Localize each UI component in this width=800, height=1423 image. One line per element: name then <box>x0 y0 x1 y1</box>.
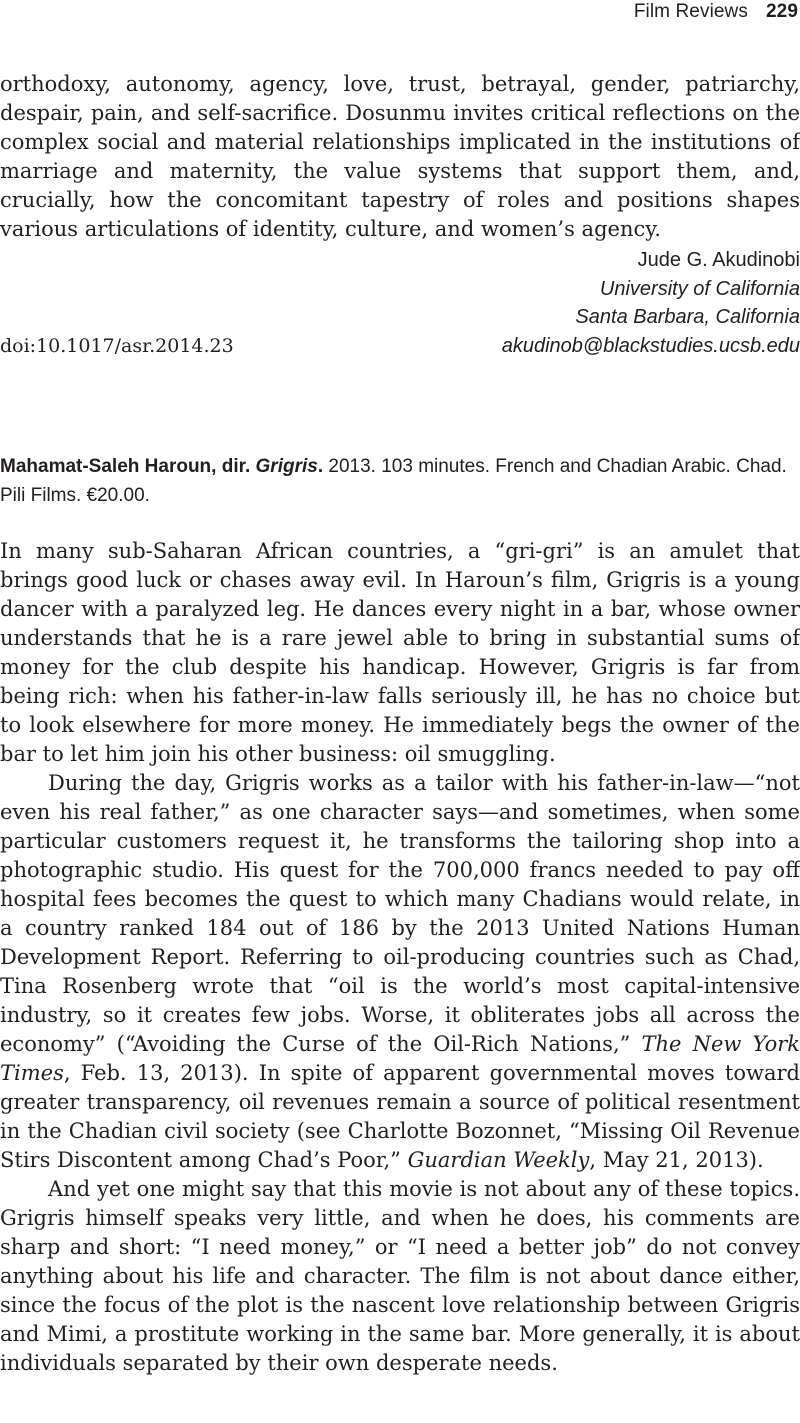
film-title: Grigris <box>255 456 318 477</box>
review2-body <box>0 537 800 1378</box>
doi: doi:10.1017/asr.2014.23 <box>0 334 234 357</box>
section-title: Film Reviews <box>633 1 748 22</box>
page-number: 229 <box>765 1 798 22</box>
nyt-title: The New York Times <box>0 1032 800 1085</box>
guardian-title: Guardian Weekly <box>407 1148 590 1172</box>
review1-paragraph: orthodoxy, autonomy, agency, love, trust, betrayal, gender, patriarchy, despair, pain, and self-sacrifice. Dosunmu invites critical reflections on the complex social and material relationships implicated in the institutions of marriage and maternity, the value systems that support them, and, crucially, how the concomitant tapestry of roles and positions shapes various articulations of identity, culture, and women’s agency. <box>0 72 800 241</box>
reviewer-location: Santa Barbara, California <box>575 306 800 328</box>
film-director: Mahamat-Saleh Haroun, dir. <box>0 456 251 477</box>
review2-paragraph-3: And yet one might say that this movie is not about any of these topics. Grigris himself speaks very little, and when he does, his comments are sharp and short: “I need money,” or “I need a better job” do not convey anything about his life and character. The film is not about dance either, since the focus of the plot is the nascent love relationship between Grigris and Mimi, a prostitute working in the same bar. More generally, it is about individuals separated by their own desperate needs. <box>0 1177 800 1375</box>
film-details: 2013. 103 minutes. French and Chadian Arabic. Chad. Pili Films. €20.00. <box>0 456 787 506</box>
review2-paragraph-2: During the day, Grigris works as a tailor with his father-in-law—“not even his real father,” as one character says—and sometimes, when some particular customers request it, he transforms the tailoring shop into a photographic studio. His quest for the 700,000 francs needed to pay off hospital fees becomes the quest to which many Chadians would relate, in a country ranked 184 out of 186 by the 2013 United Nations Human Development Report. Referring to oil-producing countries such as Chad, Tina Rosenberg wrote that “oil is the world’s most capital-intensive industry, so it creates few jobs. Worse, it obliterates jobs all across the economy” (“Avoiding the Curse of the Oil-Rich Nations,” The New York Times, Feb. 13, 2013). In spite of apparent governmental moves toward greater transparency, oil revenues remain a source of political resentment in the Chadian civil society (see Charlotte Bozonnet, “Missing Oil Revenue Stirs Discontent among Chad’s Poor,” Guardian Weekly, May 21, 2013). <box>0 771 800 1172</box>
review2-paragraph-1: In many sub-Saharan African countries, a “gri-gri” is an amulet that brings good luck or chases away evil. In Haroun’s film, Grigris is a young dancer with a paralyzed leg. He dances every night in a bar, whose owner understands that he is a rare jewel able to bring in substantial sums of money for the club despite his handicap. However, Grigris is far from being rich: when his father-in-law falls seriously ill, he has no choice but to look elsewhere for more money. He immediately begs the owner of the bar to let him join his other business: oil smuggling. <box>0 539 800 766</box>
review1-continuation <box>0 70 800 244</box>
reviewer-email[interactable]: akudinob@blackstudies.ucsb.edu <box>501 334 800 357</box>
running-header <box>634 0 798 26</box>
reviewer-affiliation: University of California <box>599 277 800 300</box>
film-citation: Mahamat-Saleh Haroun, dir. Grigris. 2013. 103 minutes. French and Chadian Arabic. Chad. Pili Films. €20.00. <box>0 456 787 506</box>
reviewer-name: Jude G. Akudinobi <box>637 249 800 271</box>
review1-signature <box>0 246 800 360</box>
